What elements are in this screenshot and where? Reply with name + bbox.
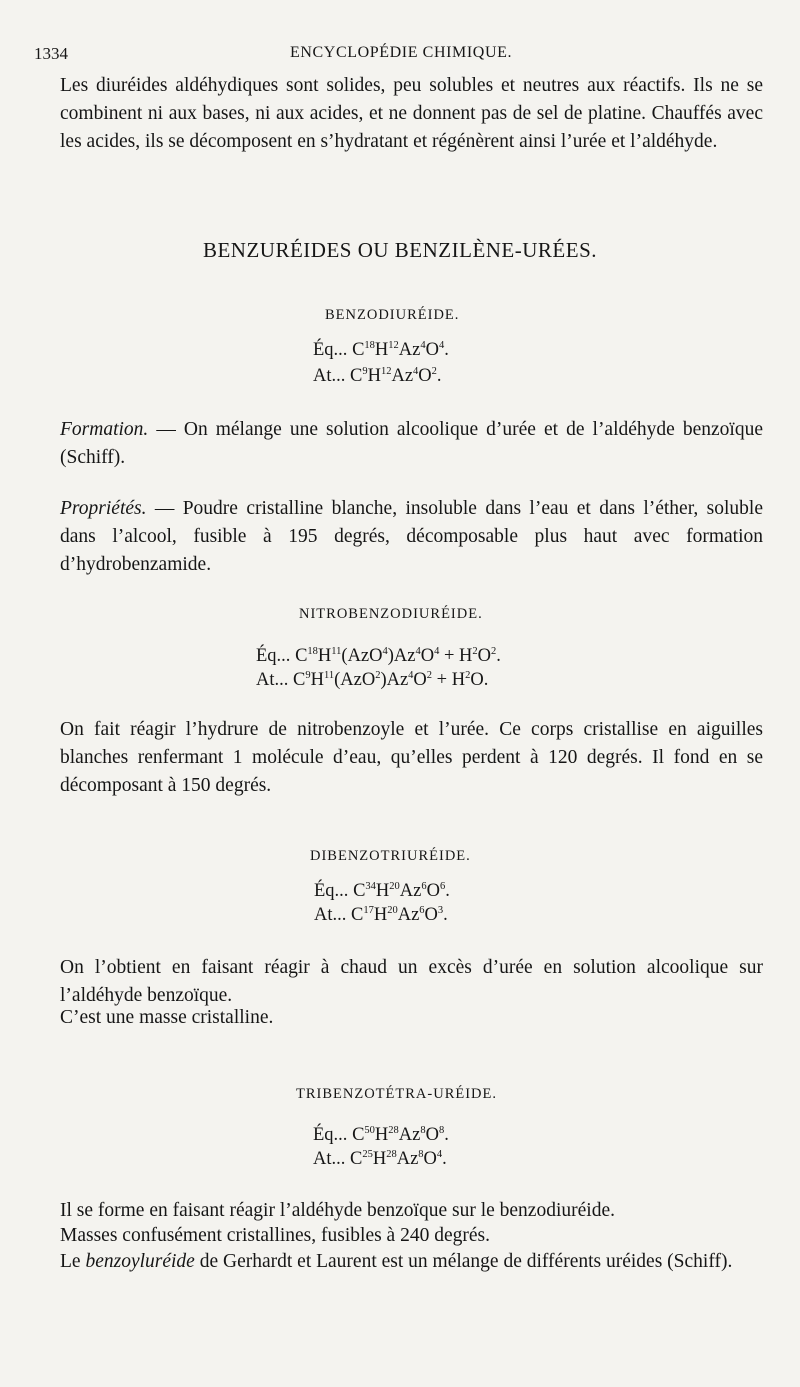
- running-title: ENCYCLOPÉDIE CHIMIQUE.: [290, 44, 513, 61]
- benzodiureide-formation: Formation. — On mélange une solution alcoolique d’urée et de l’aldéhyde benzoïque (Schiff).: [60, 419, 763, 468]
- tribenzotetraureide-eq-formula: Éq... $C^{50}H^{28}Az^8O^8$.: [313, 1124, 449, 1145]
- tribenzotetraureide-title: TRIBENZOTÉTRA-URÉIDE.: [296, 1086, 498, 1102]
- dibenzotriureide-eq-formula: Éq... $C^{34}H^{20}Az^6O^6$.: [314, 880, 450, 901]
- tribenzotetraureide-text-1: Il se forme en faisant réagir l’aldéhyde benzoïque sur le benzodiuréide.: [60, 1200, 615, 1221]
- benzodiureide-proprietes: Propriétés. — Poudre cristalline blanche, insoluble dans l’eau et dans l’éther, soluble dans l’alcool, fusible à 195 degrés, décomposable plus haut avec formation d’hydrobenzamide.: [60, 498, 763, 575]
- formation-label: Formation.: [60, 419, 149, 440]
- benzodiureide-eq-formula: Éq... $C^{18}H^{12}Az^4O^4$.: [313, 339, 449, 360]
- dibenzotriureide-text-1: On l’obtient en faisant réagir à chaud un excès d’urée en solution alcoolique sur l’aldéhyde benzoïque.: [60, 957, 763, 1006]
- page-number: 1334: [34, 44, 68, 63]
- section-title: BENZURÉIDES OU BENZILÈNE-URÉES.: [202, 238, 598, 262]
- nitrobenzodiureide-title: NITROBENZODIURÉIDE.: [299, 606, 483, 622]
- nitrobenzodiureide-eq-formula: Éq... $C^{18}H^{11}(AzO^4)Az^4O^4 + H^2O^2$.: [256, 645, 501, 666]
- dibenzotriureide-text-2: C’est une masse cristalline.: [60, 1007, 274, 1028]
- nitrobenzodiureide-at-formula: At... $C^9H^{11}(AzO^2)Az^4O^2 + H^2O$.: [256, 669, 489, 690]
- tribenzotetraureide-text-2: Masses confusément cristallines, fusibles à 240 degrés.: [60, 1225, 490, 1246]
- benzoylureide-term: benzoyluréide: [85, 1251, 195, 1272]
- dibenzotriureide-at-formula: At... $C^{17}H^{20}Az^6O^3$.: [314, 904, 448, 925]
- tribenzotetraureide-at-formula: At... $C^{25}H^{28}Az^8O^4$.: [313, 1148, 447, 1169]
- tribenzotetraureide-text-3: Le benzoyluréide de Gerhardt et Laurent est un mélange de différents uréides (Schiff).: [60, 1251, 733, 1272]
- intro-paragraph: Les diuréides aldéhydiques sont solides, peu solubles et neutres aux réactifs. Ils ne se combinent ni aux bases, ni aux acides, et ne donnent pas de sel de platine. Chauffés avec les acides, ils se décomposent en s’hydratant et régénèrent ainsi l’urée et l’aldéhyde.: [60, 75, 763, 152]
- benzodiureide-at-formula: At... $C^9H^{12}Az^4O^2$.: [313, 365, 442, 386]
- benzodiureide-title: BENZODIURÉIDE.: [325, 307, 460, 323]
- nitrobenzodiureide-text: On fait réagir l’hydrure de nitrobenzoyle et l’urée. Ce corps cristallise en aiguilles blanches renfermant 1 molécule d’eau, qu’elles perdent à 120 degrés. Il fond en se décomposant à 150 degrés.: [60, 719, 763, 796]
- dibenzotriureide-title: DIBENZOTRIURÉIDE.: [310, 848, 471, 864]
- proprietes-label: Propriétés.: [60, 498, 147, 519]
